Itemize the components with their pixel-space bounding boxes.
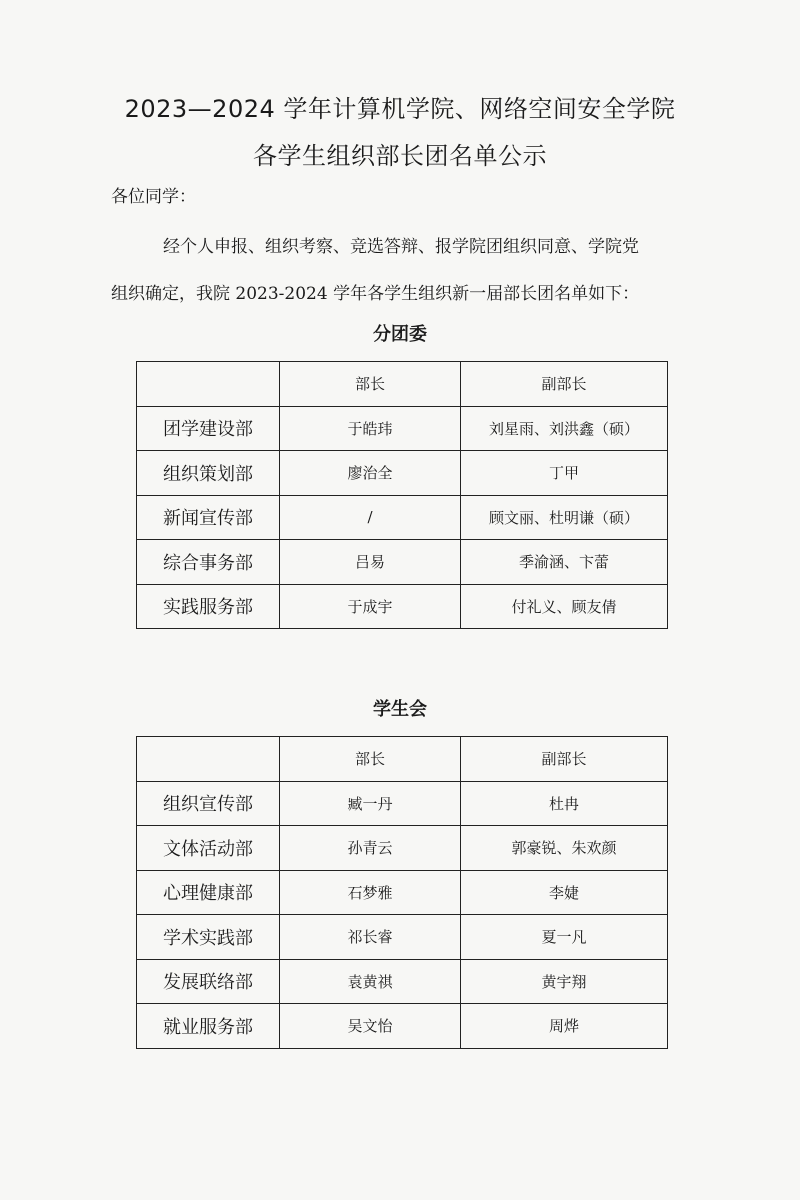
header-cell-empty (137, 362, 280, 407)
vice-minister-cell: 夏一凡 (461, 915, 668, 960)
department-cell: 新闻宣传部 (137, 495, 280, 540)
table-row (137, 870, 668, 915)
department-cell: 组织策划部 (137, 451, 280, 496)
youth-league-roster-table (136, 361, 668, 629)
minister-cell: 吕易 (280, 540, 461, 585)
table-row (137, 959, 668, 1004)
vice-minister-cell: 顾文丽、杜明谦（硕） (461, 495, 668, 540)
vice-minister-cell: 李婕 (461, 870, 668, 915)
table-row (137, 495, 668, 540)
department-cell: 实践服务部 (137, 584, 280, 629)
paragraph-line1: 经个人申报、组织考察、竞选答辩、报学院团组织同意、学院党 (163, 237, 639, 257)
document-title-line1: 2023—2024 学年计算机学院、网络空间安全学院 (124, 95, 676, 123)
department-cell: 就业服务部 (137, 1004, 280, 1049)
vice-minister-cell: 黄宇翔 (461, 959, 668, 1004)
department-cell: 组织宣传部 (137, 781, 280, 826)
table-row (137, 826, 668, 871)
minister-cell: 吴文怡 (280, 1004, 461, 1049)
department-cell: 团学建设部 (137, 406, 280, 451)
table-row (137, 406, 668, 451)
table-row (137, 451, 668, 496)
section-title-student-union: 学生会 (373, 699, 427, 720)
minister-cell: 孙青云 (280, 826, 461, 871)
vice-minister-cell: 杜冉 (461, 781, 668, 826)
minister-cell: 石梦雅 (280, 870, 461, 915)
student-union-roster-table (136, 736, 668, 1049)
header-cell-vice-minister: 副部长 (461, 737, 668, 782)
table-row (137, 1004, 668, 1049)
vice-minister-cell: 郭豪锐、朱欢颜 (461, 826, 668, 871)
minister-cell: 于成宇 (280, 584, 461, 629)
header-cell-vice-minister: 副部长 (461, 362, 668, 407)
header-cell-minister: 部长 (280, 362, 461, 407)
table-header-row (137, 737, 668, 782)
vice-minister-cell: 刘星雨、刘洪鑫（硕） (461, 406, 668, 451)
minister-cell: 臧一丹 (280, 781, 461, 826)
table-row (137, 584, 668, 629)
department-cell: 心理健康部 (137, 870, 280, 915)
minister-cell: / (280, 495, 461, 540)
table-header-row (137, 362, 668, 407)
department-cell: 发展联络部 (137, 959, 280, 1004)
minister-cell: 祁长睿 (280, 915, 461, 960)
section-title-youth-league: 分团委 (373, 324, 427, 345)
document-title-line2: 各学生组织部长团名单公示 (253, 142, 547, 170)
department-cell: 学术实践部 (137, 915, 280, 960)
minister-cell: 廖治全 (280, 451, 461, 496)
table-row (137, 915, 668, 960)
paragraph-line2: 组织确定，我院 2023-2024 学年各学生组织新一届部长团名单如下： (111, 284, 640, 304)
department-cell: 文体活动部 (137, 826, 280, 871)
table-row (137, 540, 668, 585)
department-cell: 综合事务部 (137, 540, 280, 585)
minister-cell: 袁黄祺 (280, 959, 461, 1004)
minister-cell: 于皓玮 (280, 406, 461, 451)
vice-minister-cell: 丁甲 (461, 451, 668, 496)
header-cell-minister: 部长 (280, 737, 461, 782)
table-row (137, 781, 668, 826)
vice-minister-cell: 付礼义、顾友倩 (461, 584, 668, 629)
vice-minister-cell: 周烨 (461, 1004, 668, 1049)
vice-minister-cell: 季渝涵、卞蕾 (461, 540, 668, 585)
greeting: 各位同学： (111, 187, 196, 207)
header-cell-empty (137, 737, 280, 782)
